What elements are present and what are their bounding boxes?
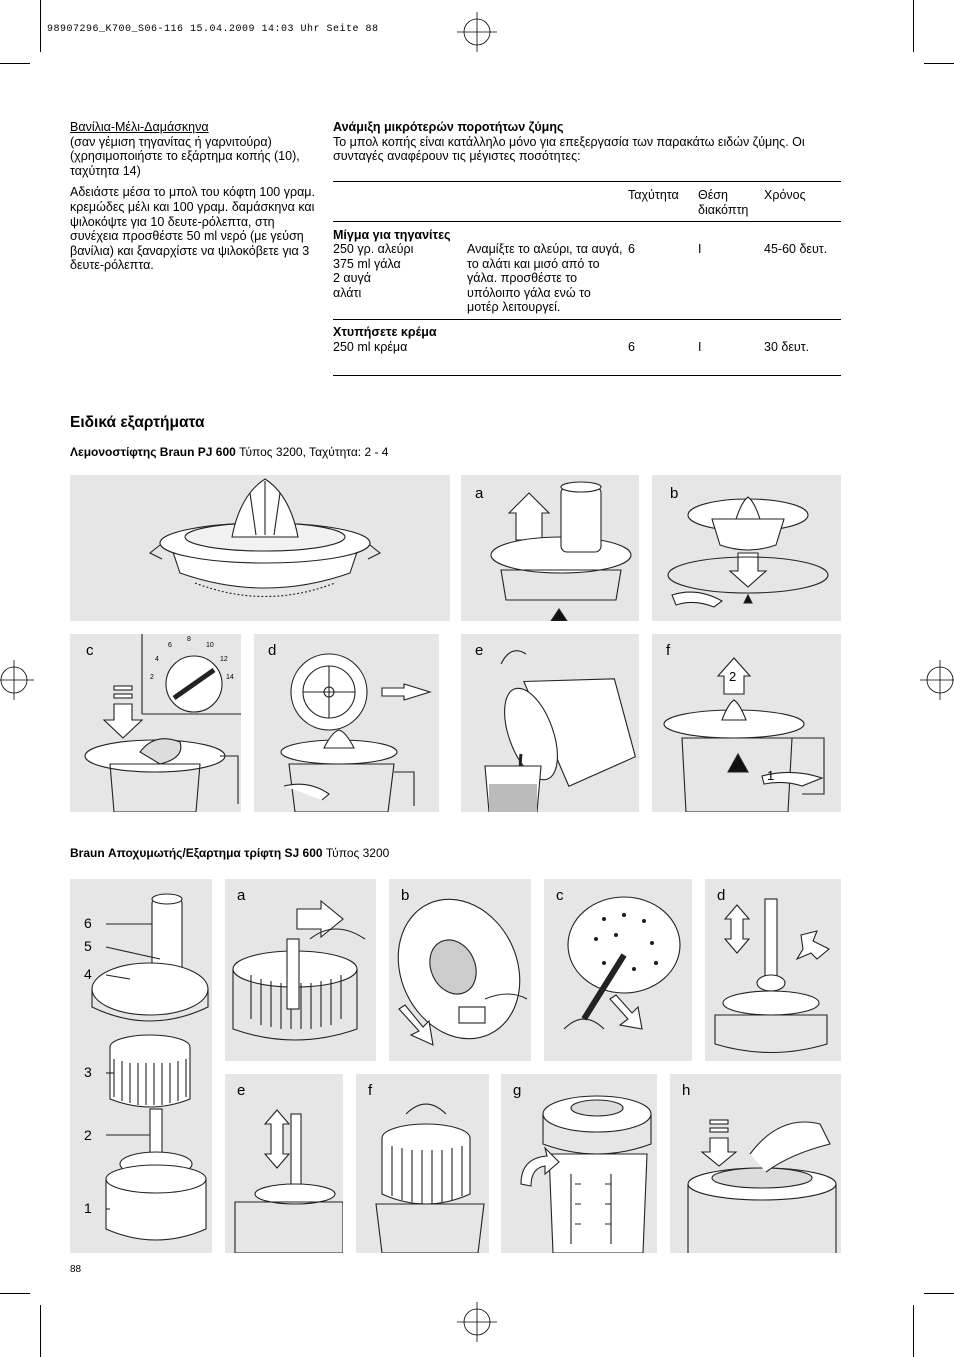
- recipe-body: Αδειάστε μέσα το μπολ του κόφτη 100 γραμ. κρεμώδες μέλι και 100 γραμ. δαμάσκηνα και ψιλοκόψτε για 10 δευτε-ρόλεπτα, στη συνέχεια προσθέστε 50 ml νερό (με γεύση βανίλια) και ξαναρχίστε να ψιλοκόβετε για 3 δευτε-ρόλεπτα.: [70, 185, 315, 273]
- juicer-step-e-figure: [461, 634, 639, 812]
- recipe-title: Βανίλια-Μέλι-Δαμάσκηνα: [70, 120, 209, 134]
- crop-mark: [913, 0, 914, 52]
- squeezer-parts-figure: [70, 879, 212, 1253]
- part-number: 2: [84, 1127, 92, 1143]
- juicer-step-f-figure: [652, 634, 841, 812]
- step-label: e: [237, 1082, 246, 1099]
- juicer-step-a-figure: [461, 475, 639, 621]
- crop-mark: [913, 1305, 914, 1357]
- step-label: b: [401, 887, 410, 904]
- dough-intro-text: Το μπολ κοπής είναι κατάλληλο μόνο για επεξεργασία των παρακάτω ειδών ζύμης. Οι συνταγές αναφέρουν τις μέγιστες ποσότητες:: [333, 134, 805, 164]
- header-switch: Θέση διακόπτη: [698, 188, 749, 217]
- step-label: h: [682, 1082, 691, 1099]
- juicer-caption: [70, 445, 388, 459]
- juicer-step-d-figure: [254, 634, 439, 812]
- juicer-step-c-figure: [70, 634, 241, 812]
- dough-heading: Ανάμιξη μικρότερών ποροτήτων ζύμης: [333, 120, 564, 134]
- juicer-caption-model: Λεμονοστίφτης Braun PJ 600: [70, 445, 236, 459]
- step-label: a: [237, 887, 246, 904]
- ingredient: 375 ml γάλα: [333, 256, 401, 271]
- step-label: e: [475, 642, 484, 659]
- step-label: b: [670, 485, 679, 502]
- step-label: d: [717, 887, 726, 904]
- step-label: f: [368, 1082, 373, 1099]
- recipe-note: (σαν γέμιση τηγανίτας ή γαρνιτούρα) (χρησιμοποιήστε το εξάρτημα κοπής (10), ταχύτητα 14): [70, 134, 300, 178]
- registration-mark: [0, 660, 34, 700]
- step-label: c: [556, 887, 564, 904]
- ingredient: αλάτι: [333, 285, 362, 300]
- part-number: 5: [84, 938, 92, 954]
- dough-intro: [333, 120, 843, 164]
- row-method: Αναμίξτε το αλεύρι, τα αυγά, το αλάτι και μισό από το γάλα. προσθέστε το υπόλοιπο γάλα ενώ το μοτέρ λειτουργεί.: [467, 242, 623, 315]
- step-label: g: [513, 1082, 522, 1099]
- table-rule: [333, 181, 841, 182]
- dial-tick: 8: [187, 636, 191, 643]
- squeezer-step-f-figure: [356, 1074, 489, 1253]
- squeezer-step-e-figure: [225, 1074, 343, 1253]
- step-label: c: [86, 642, 94, 659]
- dial-tick: 12: [220, 656, 228, 663]
- registration-mark: [920, 660, 954, 700]
- part-number: 6: [84, 915, 92, 931]
- part-number: 4: [84, 966, 92, 982]
- part-number: 3: [84, 1064, 92, 1080]
- speed-dial-scale: [70, 634, 241, 812]
- row-speed: 6: [628, 242, 635, 256]
- section-title: Ειδικά εξαρτήματα: [70, 414, 205, 431]
- squeezer-step-b-figure: [389, 879, 531, 1061]
- crop-mark: [924, 1293, 954, 1294]
- table-rule: [333, 375, 841, 376]
- page-number: 88: [70, 1264, 82, 1275]
- ingredient: 250 γρ. αλεύρι: [333, 242, 414, 256]
- table-rule: [333, 319, 841, 320]
- squeezer-step-h-figure: [670, 1074, 841, 1253]
- row-ingredient: 250 ml κρέμα: [333, 340, 408, 354]
- juicer-overview-figure: [70, 475, 450, 621]
- header-speed: Ταχύτητα: [628, 188, 679, 202]
- dial-tick: 4: [155, 656, 159, 663]
- squeezer-step-a-figure: [225, 879, 376, 1061]
- crop-mark: [0, 63, 30, 64]
- squeezer-step-d-figure: [705, 879, 841, 1061]
- header-time: Χρόνος: [764, 188, 806, 202]
- row-speed: 6: [628, 340, 635, 354]
- dial-tick: 2: [150, 674, 154, 681]
- squeezer-caption: [70, 846, 389, 860]
- row-switch: I: [698, 242, 702, 256]
- part-number: 1: [84, 1200, 92, 1216]
- recipe-block: [70, 120, 315, 280]
- squeezer-step-g-figure: [501, 1074, 657, 1253]
- print-slug: 98907296_K700_S06-116 15.04.2009 14:03 Uhr Seite 88: [47, 24, 379, 35]
- dial-tick: 6: [168, 642, 172, 649]
- step-number: 2: [729, 669, 737, 684]
- squeezer-step-c-figure: [544, 879, 692, 1061]
- dial-tick: 14: [226, 674, 234, 681]
- crop-mark: [0, 1293, 30, 1294]
- row-title: Μίγμα για τηγανίτες: [333, 228, 451, 242]
- step-label: f: [666, 642, 671, 659]
- step-label: a: [475, 485, 484, 502]
- ingredient: 2 αυγά: [333, 271, 371, 286]
- registration-mark: [457, 12, 497, 52]
- squeezer-caption-detail: Τύπος 3200: [322, 846, 390, 860]
- crop-mark: [924, 63, 954, 64]
- row-ingredients: [333, 242, 413, 300]
- crop-mark: [40, 0, 41, 52]
- dial-tick: 10: [206, 642, 214, 649]
- table-rule: [333, 221, 841, 222]
- juicer-caption-detail: Τύπος 3200, Ταχύτητα: 2 - 4: [235, 445, 389, 459]
- row-time: 45-60 δευτ.: [764, 242, 828, 256]
- crop-mark: [40, 1305, 41, 1357]
- row-time: 30 δευτ.: [764, 340, 810, 354]
- row-switch: I: [698, 340, 702, 354]
- row-title: Χτυπήσετε κρέμα: [333, 325, 437, 339]
- step-number: 1: [767, 768, 775, 783]
- juicer-step-b-figure: [652, 475, 841, 621]
- step-label: d: [268, 642, 277, 659]
- squeezer-caption-model: Braun Αποχυμωτής/Εξαρτημα τρίφτη SJ 600: [70, 846, 323, 860]
- registration-mark: [457, 1302, 497, 1342]
